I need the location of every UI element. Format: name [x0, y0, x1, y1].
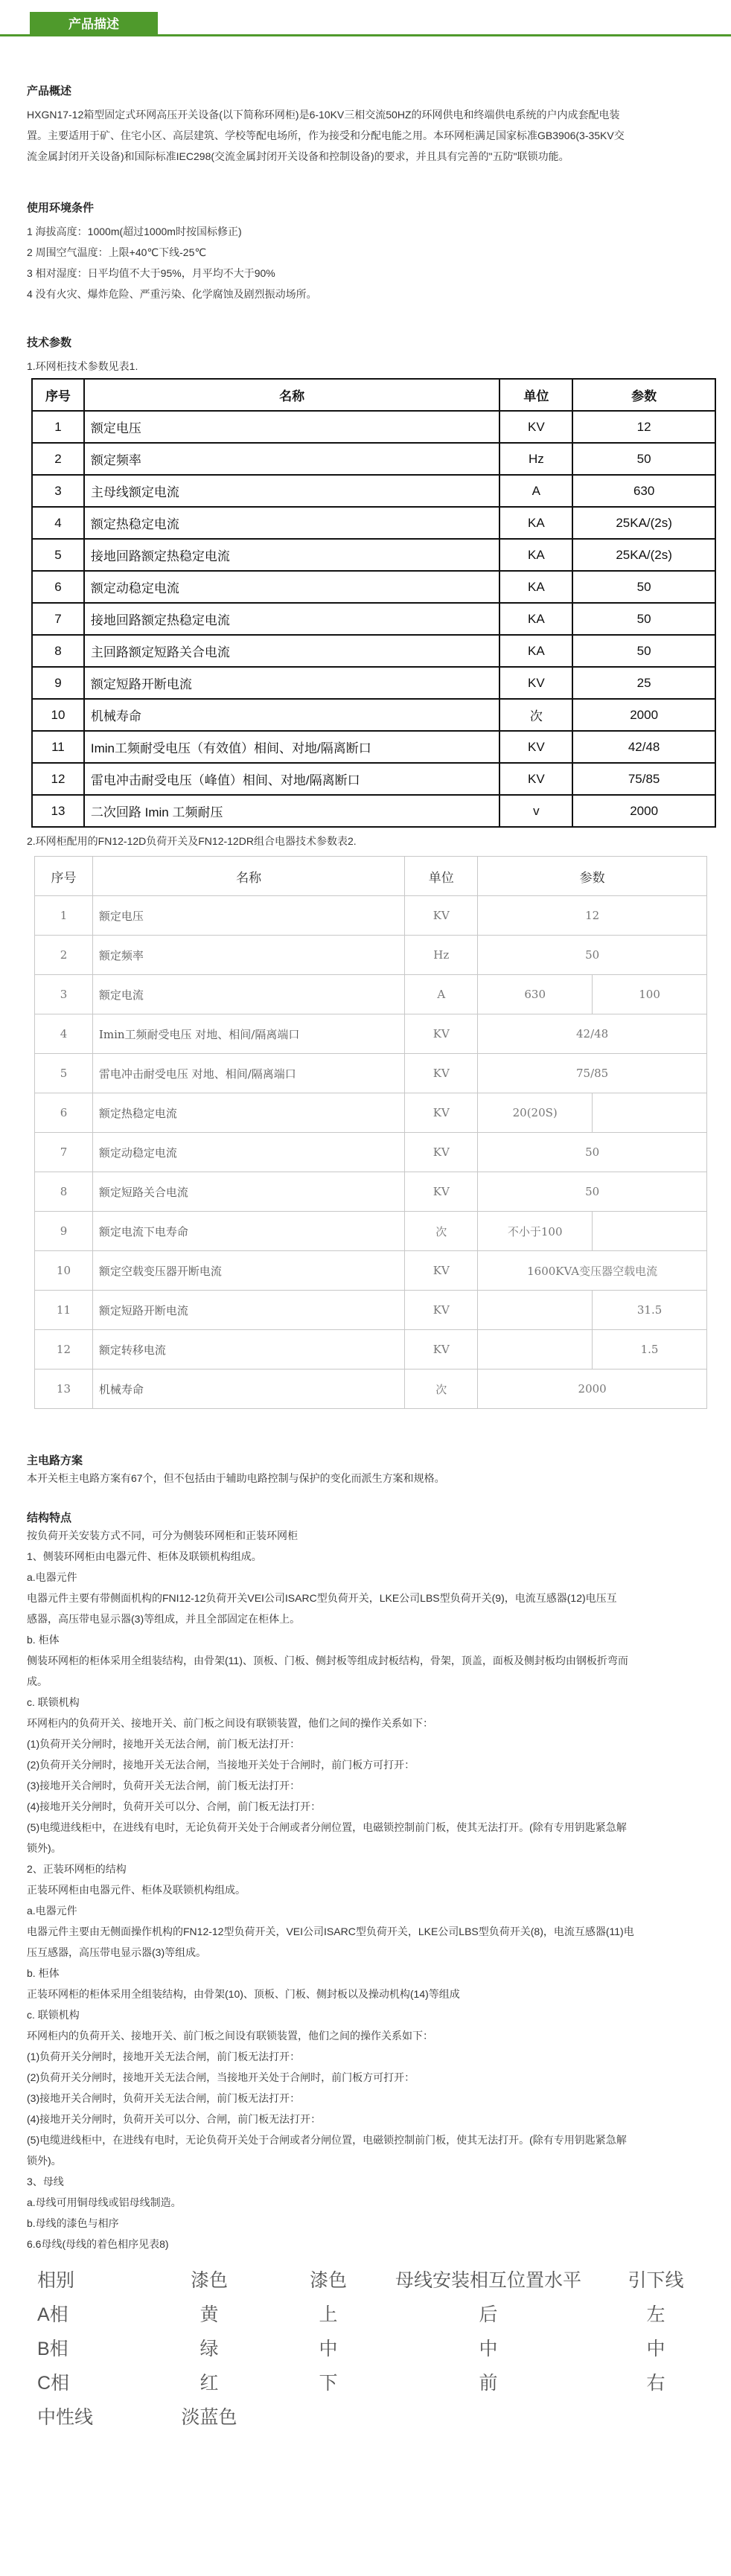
cell-no: 11	[32, 731, 84, 763]
cell-name: 额定短路开断电流	[92, 1291, 404, 1330]
structure-line: (5)电缆进线柜中，在进线有电时，无论负荷开关处于合闸或者分闸位置，电磁锁控制前门板，使其无法打开。(除有专用钥匙紧急解	[27, 1821, 627, 1833]
cell-name: 额定电流	[92, 975, 404, 1014]
structure-line: 按负荷开关安装方式不同，可分为侧装环网柜和正装环网柜	[27, 1530, 298, 1541]
table-row	[34, 2262, 719, 2296]
cell-name: 额定转移电流	[92, 1330, 404, 1370]
table-row	[34, 2296, 719, 2330]
table-cell	[384, 2399, 593, 2433]
table-row	[35, 936, 707, 975]
cell-no: 1	[35, 896, 93, 936]
cell-no: 9	[32, 667, 84, 699]
cell-value: 2000	[572, 699, 715, 731]
table-cell	[272, 2399, 384, 2433]
structure-line: (2)负荷开关分闸时，接地开关无法合闸，当接地开关处于合闸时，前门板方可打开：	[27, 2071, 415, 2083]
cell-value: 2000	[478, 1370, 707, 1409]
table-cell: 引下线	[628, 2270, 684, 2291]
cell-value-b	[593, 1093, 707, 1133]
table-row	[35, 1054, 707, 1093]
environment-item: 4 没有火灾、爆炸危险、严重污染、化学腐蚀及剧烈振动场所。	[27, 288, 317, 300]
structure-line: 锁外)。	[27, 2155, 62, 2167]
cell-no: 5	[32, 539, 84, 571]
cell-no: 4	[32, 507, 84, 539]
table-header-row	[32, 379, 715, 411]
table-cell: C相	[37, 2373, 70, 2394]
structure-line: 电器元件主要由无侧面操作机构的FN12-12型负荷开关，VEI公司ISARC型负荷开关，LKE公司LBS型负荷开关(8)，电流互感器(11)电	[27, 1925, 634, 1937]
phase-table-body	[34, 2262, 719, 2433]
table1-caption: 1.环网柜技术参数见表1.	[27, 360, 138, 372]
table-cell: 下	[319, 2373, 338, 2394]
cell-unit: KA	[499, 507, 572, 539]
cell-value: 12	[478, 896, 707, 936]
table-cell: 左	[646, 2304, 665, 2325]
cell-value: 2000	[572, 795, 715, 827]
header-value: 参数	[478, 857, 707, 896]
table-row	[32, 731, 715, 763]
cell-value-a: 20(20S)	[478, 1093, 593, 1133]
cell-value: 50	[572, 603, 715, 635]
cell-value: 50	[572, 571, 715, 603]
cell-no: 9	[35, 1212, 93, 1251]
cell-name: 机械寿命	[84, 699, 500, 731]
structure-line: b. 柜体	[27, 1634, 60, 1646]
cell-unit: KV	[405, 1054, 478, 1093]
header-name: 名称	[84, 379, 500, 411]
cell-name: 雷电冲击耐受电压 对地、相间/隔离端口	[92, 1054, 404, 1093]
header-unit: 单位	[405, 857, 478, 896]
table2-caption: 2.环网柜配用的FN12-12D负荷开关及FN12-12DR组合电器技术参数表2.	[27, 835, 357, 847]
tech-title: 技术参数	[27, 336, 72, 349]
cell-unit: KV	[405, 1291, 478, 1330]
cell-no: 3	[32, 475, 84, 507]
cell-no: 13	[32, 795, 84, 827]
cell-no: 5	[35, 1054, 93, 1093]
cell-no: 6	[35, 1093, 93, 1133]
table-row	[32, 507, 715, 539]
structure-line: 环网柜内的负荷开关、接地开关、前门板之间设有联锁装置，他们之间的操作关系如下：	[27, 2030, 433, 2042]
table-row	[32, 603, 715, 635]
cell-unit: KA	[499, 635, 572, 667]
cell-unit: KV	[499, 731, 572, 763]
cell-no: 11	[35, 1291, 93, 1330]
cell-name: 雷电冲击耐受电压（峰值）相间、对地/隔离断口	[84, 763, 500, 795]
structure-line: a.母线可用铜母线或铝母线制造。	[27, 2196, 182, 2208]
structure-line: 成。	[27, 1675, 48, 1687]
table-row	[35, 896, 707, 936]
structure-line: (4)接地开关分闸时，负荷开关可以分、合闸，前门板无法打开：	[27, 2113, 322, 2125]
structure-line: 压互感器，高压带电显示器(3)等组成。	[27, 1946, 207, 1958]
cell-name: 二次回路 Imin 工频耐压	[84, 795, 500, 827]
structure-line: a.电器元件	[27, 1905, 77, 1917]
table-cell: 中	[479, 2339, 498, 2359]
structure-line: 侧装环网柜的柜体采用全组装结构，由骨架(11)、顶板、门板、侧封板等组成封板结构，骨架，顶盖，面板及侧封板均由钢板折弯而	[27, 1655, 628, 1666]
cell-no: 7	[32, 603, 84, 635]
cell-unit: 次	[405, 1370, 478, 1409]
header-no: 序号	[35, 857, 93, 896]
cell-unit: KA	[499, 571, 572, 603]
table-row	[35, 1212, 707, 1251]
cell-no: 2	[32, 443, 84, 475]
cell-no: 10	[32, 699, 84, 731]
table-cell: 淡蓝色	[181, 2407, 237, 2428]
environment-list	[27, 221, 704, 304]
cell-no: 8	[35, 1172, 93, 1212]
cell-name: Imin工频耐受电压（有效值）相间、对地/隔离断口	[84, 731, 500, 763]
overview-line: 流金属封闭开关设备)和国际标准IEC298(交流金属封闭开关设备和控制设备)的要求，并且具有完善的"五防"联锁功能。	[27, 150, 569, 162]
cell-no: 10	[35, 1251, 93, 1291]
structure-line: (5)电缆进线柜中，在进线有电时，无论负荷开关处于合闸或者分闸位置，电磁锁控制前门板，使其无法打开。(除有专用钥匙紧急解	[27, 2134, 627, 2146]
environment-title: 使用环境条件	[27, 202, 95, 214]
structure-line: 感器，高压带电显示器(3)等组成，并且全部固定在柜体上。	[27, 1613, 301, 1625]
header-name: 名称	[92, 857, 404, 896]
cell-name: 额定动稳定电流	[84, 571, 500, 603]
main-circuit-title: 主电路方案	[27, 1454, 83, 1467]
structure-line: (1)负荷开关分闸时，接地开关无法合闸，前门板无法打开：	[27, 1738, 301, 1750]
cell-value: 50	[478, 1133, 707, 1172]
cell-value-b: 100	[593, 975, 707, 1014]
table-row	[35, 1251, 707, 1291]
table-cell: 红	[199, 2373, 219, 2394]
table-row	[32, 475, 715, 507]
cell-value: 50	[478, 1172, 707, 1212]
cell-value: 630	[572, 475, 715, 507]
table-row	[32, 699, 715, 731]
cell-value-a	[478, 1330, 593, 1370]
environment-item: 3 相对湿度：日平均值不大于95%，月平均不大于90%	[27, 267, 275, 279]
structure-line: 电器元件主要有带侧面机构的FNI12-12负荷开关VEI公司ISARC型负荷开关，LKE公司LBS型负荷开关(9)，电流互感器(12)电压互	[27, 1592, 617, 1604]
table-cell: 绿	[199, 2339, 219, 2359]
overview-line: 置。主要适用于矿、住宅小区、高层建筑、学校等配电场所，作为接受和分配电能之用。本环网柜满足国家标准GB3906(3-35KV交	[27, 130, 625, 141]
structure-title: 结构特点	[27, 1512, 72, 1524]
table-row	[35, 1093, 707, 1133]
structure-line: b. 柜体	[27, 1967, 60, 1979]
structure-line: (3)接地开关合闸时，负荷开关无法合闸，前门板无法打开：	[27, 2092, 301, 2104]
cell-unit: KV	[499, 763, 572, 795]
cell-value: 1600KVA变压器空载电流	[478, 1251, 707, 1291]
table-row	[35, 1133, 707, 1172]
structure-line: b.母线的漆色与相序	[27, 2217, 119, 2229]
cell-unit: KV	[405, 1251, 478, 1291]
environment-item: 2 周围空气温度：上限+40℃下线-25℃	[27, 246, 207, 258]
cell-name: 额定电压	[92, 896, 404, 936]
table1-body	[32, 411, 715, 827]
cell-unit: A	[499, 475, 572, 507]
table-row	[32, 763, 715, 795]
table-row	[32, 667, 715, 699]
table-row	[32, 411, 715, 443]
cell-name: 额定热稳定电流	[84, 507, 500, 539]
cell-value-b	[593, 1212, 707, 1251]
cell-unit: KV	[405, 1172, 478, 1212]
table-row	[35, 1014, 707, 1054]
cell-unit: v	[499, 795, 572, 827]
cell-name: 接地回路额定热稳定电流	[84, 539, 500, 571]
cell-name: 额定热稳定电流	[92, 1093, 404, 1133]
table-row	[34, 2330, 719, 2365]
structure-line: 3、母线	[27, 2176, 64, 2187]
table-cell: 漆色	[190, 2270, 228, 2291]
cell-name: 额定电流下电寿命	[92, 1212, 404, 1251]
structure-line: c. 联锁机构	[27, 1696, 80, 1708]
cell-name: 机械寿命	[92, 1370, 404, 1409]
structure-line: (3)接地开关合闸时，负荷开关无法合闸，前门板无法打开：	[27, 1780, 301, 1792]
table-cell	[593, 2399, 719, 2433]
cell-unit: KV	[405, 1133, 478, 1172]
table-cell: 后	[479, 2304, 498, 2325]
table-cell: B相	[37, 2339, 68, 2359]
table-cell: 黄	[199, 2304, 219, 2325]
table-row	[35, 1370, 707, 1409]
table-row	[34, 2399, 719, 2433]
cell-value: 25KA/(2s)	[572, 539, 715, 571]
cell-value: 75/85	[572, 763, 715, 795]
cell-name: 额定空载变压器开断电流	[92, 1251, 404, 1291]
header-unit: 单位	[499, 379, 572, 411]
cell-value: 50	[572, 443, 715, 475]
section-header-bar	[0, 0, 731, 36]
table-row	[35, 1291, 707, 1330]
main-circuit-text: 本开关柜主电路方案有67个，但不包括由于辅助电路控制与保护的变化而派生方案和规格。	[27, 1472, 445, 1484]
cell-name: 接地回路额定热稳定电流	[84, 603, 500, 635]
table-cell: 右	[646, 2373, 665, 2394]
cell-name: 主回路额定短路关合电流	[84, 635, 500, 667]
table-row	[32, 635, 715, 667]
table-row	[34, 2365, 719, 2399]
table-header-row	[35, 857, 707, 896]
table-row	[32, 443, 715, 475]
cell-unit: Hz	[405, 936, 478, 975]
tech-params-table-1	[31, 378, 716, 828]
cell-no: 2	[35, 936, 93, 975]
cell-no: 12	[32, 763, 84, 795]
tech-params-table-2	[34, 856, 707, 1409]
table2-body	[35, 896, 707, 1409]
table-row	[32, 795, 715, 827]
cell-unit: KV	[405, 896, 478, 936]
cell-value: 42/48	[572, 731, 715, 763]
cell-value: 25KA/(2s)	[572, 507, 715, 539]
structure-line: 6.6母线(母线的着色相序见表8)	[27, 2238, 169, 2250]
cell-value-a: 不小于100	[478, 1212, 593, 1251]
overview-paragraph	[27, 104, 704, 167]
cell-name: 额定短路关合电流	[92, 1172, 404, 1212]
cell-unit: KV	[499, 667, 572, 699]
structure-text	[27, 1525, 704, 2254]
table-row	[32, 571, 715, 603]
cell-name: 额定动稳定电流	[92, 1133, 404, 1172]
cell-unit: A	[405, 975, 478, 1014]
cell-unit: KV	[405, 1330, 478, 1370]
phase-color-table	[34, 2262, 719, 2433]
structure-line: c. 联锁机构	[27, 2009, 80, 2021]
overview-title: 产品概述	[27, 85, 72, 98]
cell-name: 主母线额定电流	[84, 475, 500, 507]
cell-value-a: 630	[478, 975, 593, 1014]
header-value: 参数	[572, 379, 715, 411]
cell-unit: KA	[499, 603, 572, 635]
cell-name: 额定频率	[92, 936, 404, 975]
table-cell: 中性线	[37, 2407, 94, 2428]
cell-value: 75/85	[478, 1054, 707, 1093]
cell-value-a	[478, 1291, 593, 1330]
table-cell: 中	[319, 2339, 338, 2359]
cell-no: 8	[32, 635, 84, 667]
overview-line: HXGN17-12箱型固定式环网高压开关设备(以下简称环网柜)是6-10KV三相交流50HZ的环网供电和终端供电系统的户内成套配电装	[27, 109, 620, 121]
table-row	[32, 539, 715, 571]
cell-no: 7	[35, 1133, 93, 1172]
environment-item: 1 海拔高度：1000m(超过1000m时按国标修正)	[27, 226, 242, 237]
table-cell: A相	[37, 2304, 68, 2325]
cell-name: 额定短路开断电流	[84, 667, 500, 699]
structure-line: (4)接地开关分闸时，负荷开关可以分、合闸，前门板无法打开：	[27, 1800, 322, 1812]
cell-unit: KA	[499, 539, 572, 571]
cell-name: 额定电压	[84, 411, 500, 443]
cell-unit: KV	[405, 1093, 478, 1133]
cell-value: 50	[572, 635, 715, 667]
cell-value-b: 31.5	[593, 1291, 707, 1330]
cell-name: Imin工频耐受电压 对地、相间/隔离端口	[92, 1014, 404, 1054]
structure-line: a.电器元件	[27, 1571, 77, 1583]
cell-name: 额定频率	[84, 443, 500, 475]
table-cell: 前	[479, 2373, 498, 2394]
cell-no: 3	[35, 975, 93, 1014]
structure-line: 1、侧装环网柜由电器元件、柜体及联锁机构组成。	[27, 1550, 262, 1562]
structure-line: 锁外)。	[27, 1842, 62, 1854]
cell-value: 42/48	[478, 1014, 707, 1054]
table-cell: 上	[319, 2304, 338, 2325]
table-cell: 母线安装相互位置水平	[395, 2270, 581, 2291]
table-row	[35, 975, 707, 1014]
cell-value-b: 1.5	[593, 1330, 707, 1370]
cell-no: 1	[32, 411, 84, 443]
content	[0, 36, 731, 2433]
structure-line: (1)负荷开关分闸时，接地开关无法合闸，前门板无法打开：	[27, 2051, 301, 2062]
cell-unit: KV	[405, 1014, 478, 1054]
structure-line: 环网柜内的负荷开关、接地开关、前门板之间设有联锁装置，他们之间的操作关系如下：	[27, 1717, 433, 1729]
cell-value: 12	[572, 411, 715, 443]
tab-product-description[interactable]: 产品描述	[30, 12, 158, 36]
cell-unit: 次	[499, 699, 572, 731]
cell-unit: 次	[405, 1212, 478, 1251]
header-no: 序号	[32, 379, 84, 411]
cell-unit: Hz	[499, 443, 572, 475]
cell-no: 12	[35, 1330, 93, 1370]
cell-no: 6	[32, 571, 84, 603]
table-cell: 漆色	[309, 2270, 347, 2291]
table-row	[35, 1330, 707, 1370]
cell-no: 4	[35, 1014, 93, 1054]
cell-no: 13	[35, 1370, 93, 1409]
table-cell: 相别	[37, 2270, 75, 2291]
cell-value: 25	[572, 667, 715, 699]
structure-line: 2、正装环网柜的结构	[27, 1863, 127, 1875]
structure-line: 正装环网柜由电器元件、柜体及联锁机构组成。	[27, 1884, 246, 1896]
table-row	[35, 1172, 707, 1212]
structure-line: 正装环网柜的柜体采用全组装结构，由骨架(10)、顶板、门板、侧封板以及操动机构(14)等组成	[27, 1988, 460, 2000]
cell-unit: KV	[499, 411, 572, 443]
cell-value: 50	[478, 936, 707, 975]
structure-line: (2)负荷开关分闸时，接地开关无法合闸，当接地开关处于合闸时，前门板方可打开：	[27, 1759, 415, 1771]
table-cell: 中	[646, 2339, 665, 2359]
